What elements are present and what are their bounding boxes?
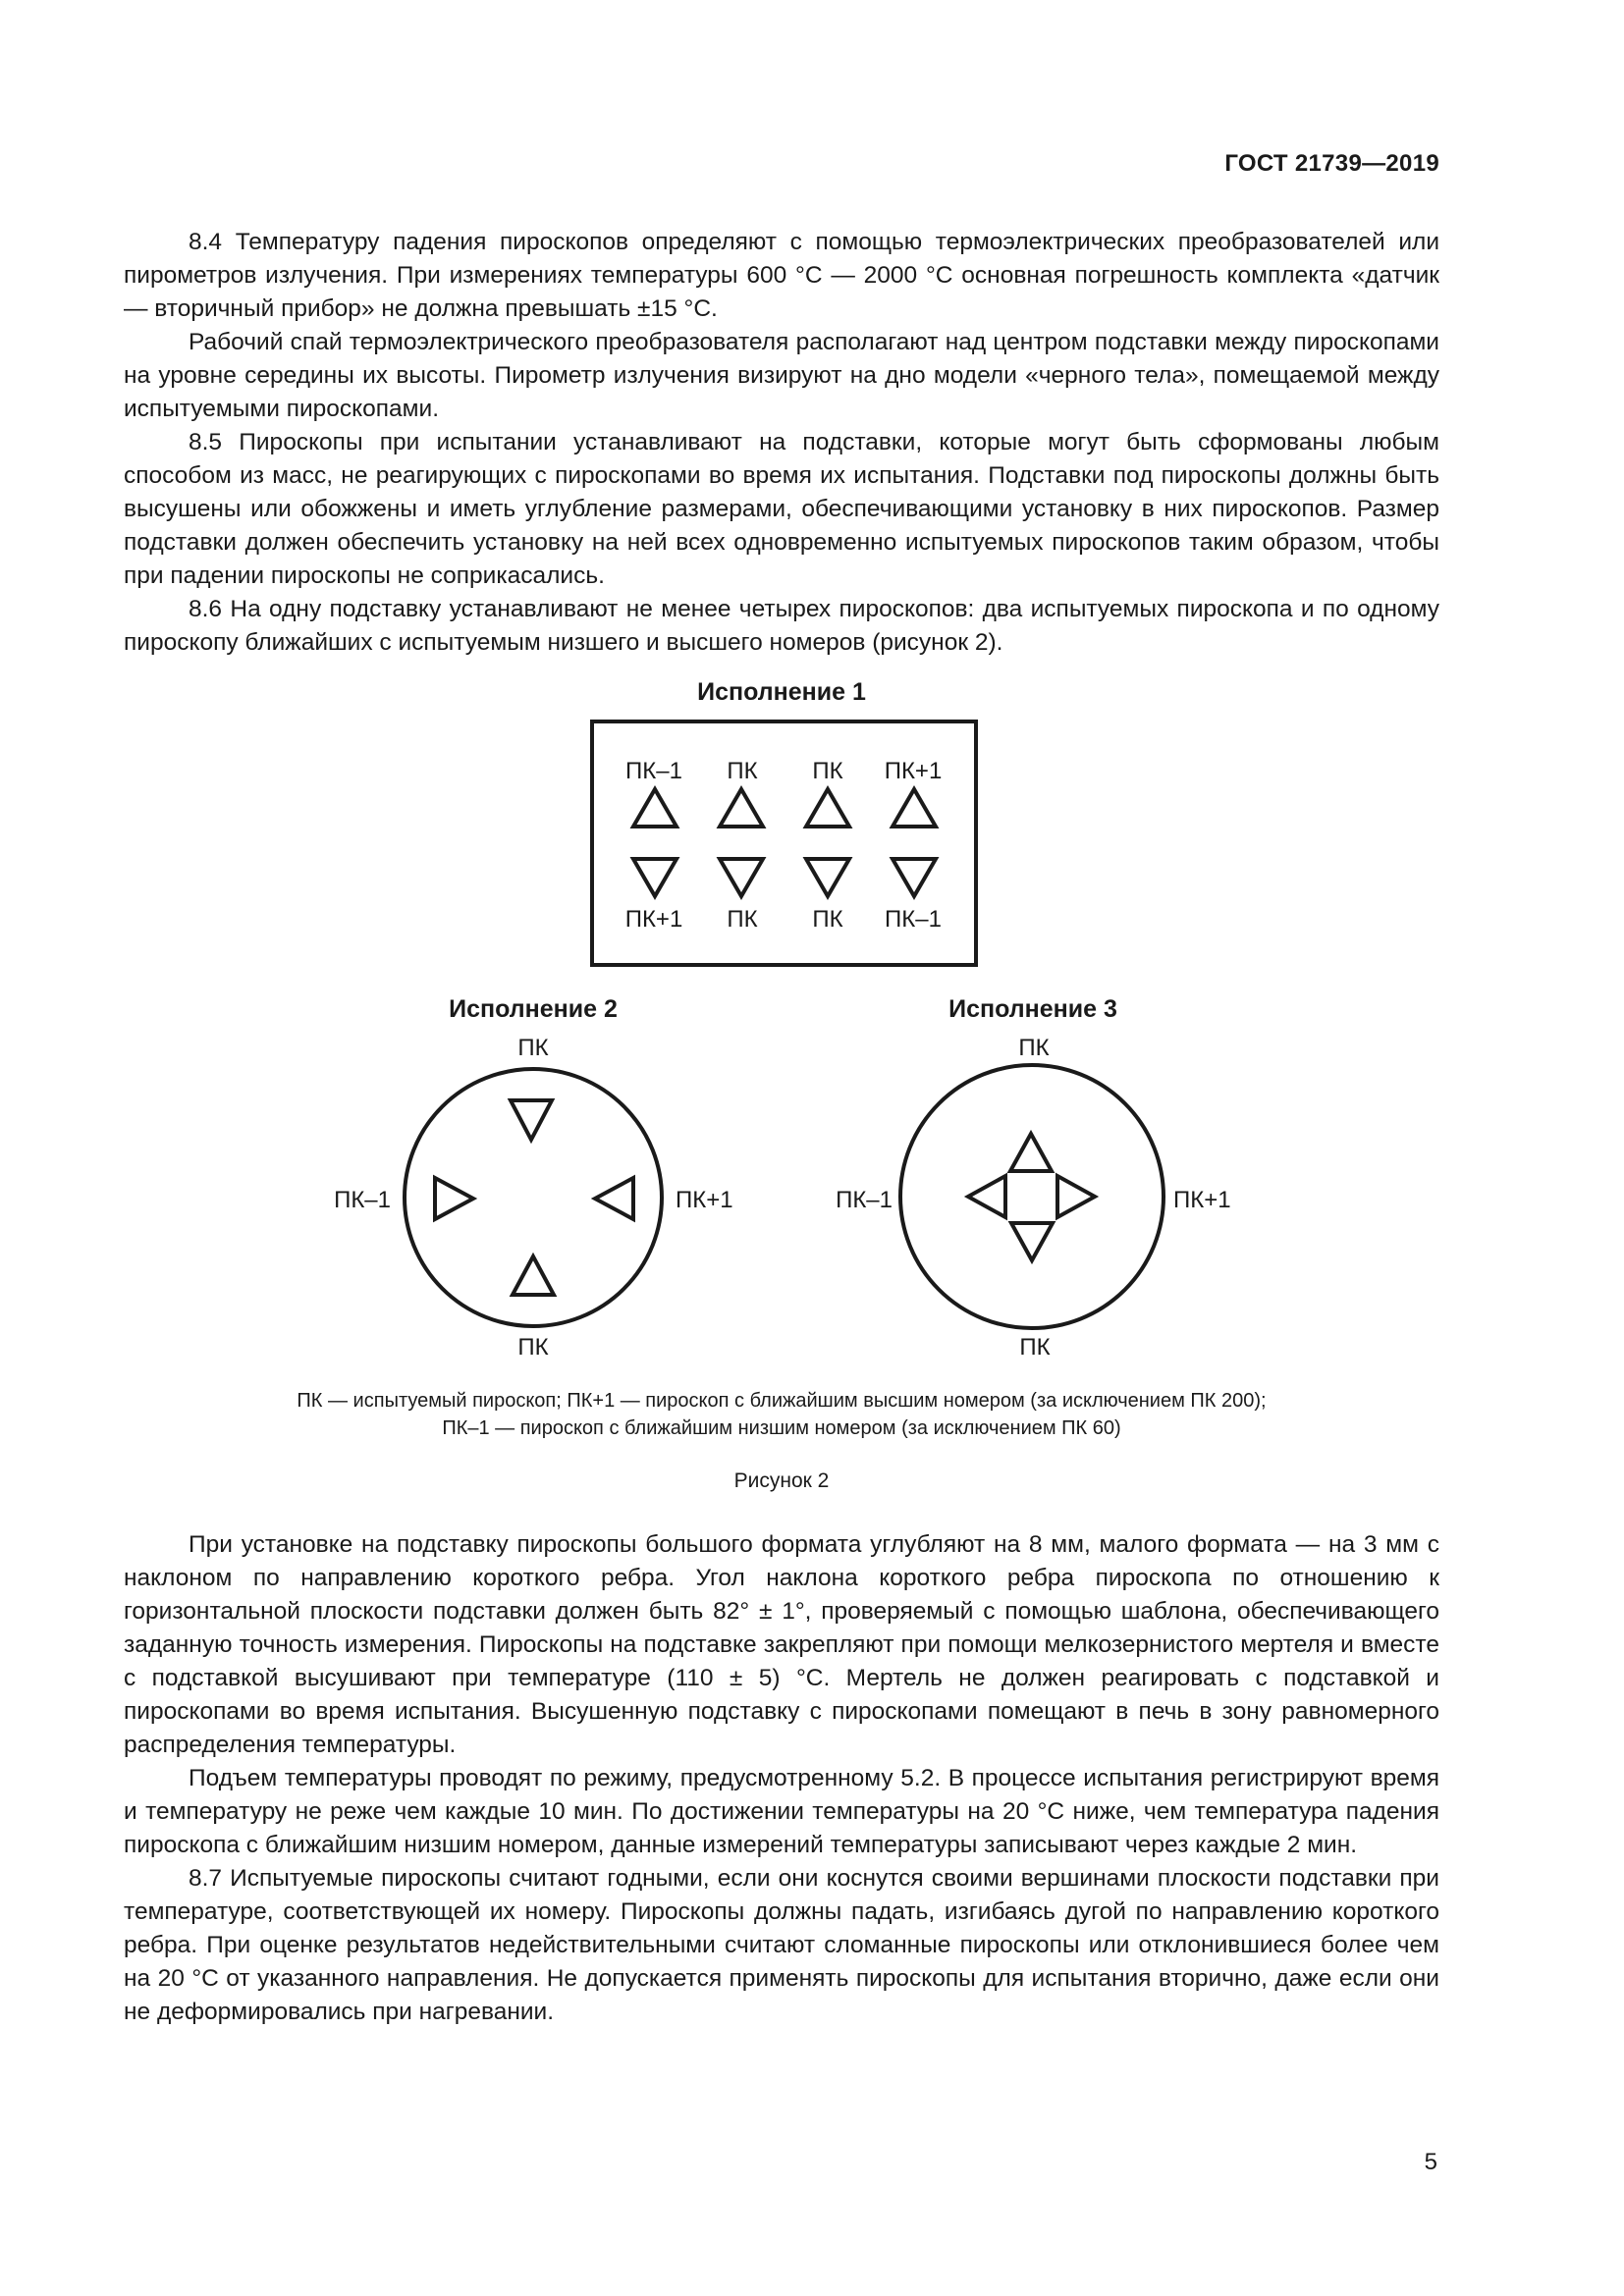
triangle-up-icon — [1010, 1134, 1052, 1171]
figure-legend — [124, 1387, 1439, 1442]
variant3-bottom-label: ПК — [1019, 1334, 1051, 1361]
paragraph-8-6: 8.6 На одну подставку устанавливают не менее четырех пироскопов: два испытуемых пироскопа и по одному пироскопу ближайших с испытуемым низшего и высшего номеров (рисунок 2). — [124, 596, 1439, 656]
variant3-stand — [900, 1065, 1164, 1328]
variant2-right-label: ПК+1 — [676, 1187, 733, 1213]
legend-line-1: ПК — испытуемый пироскоп; ПК+1 — пироскоп с ближайшим высшим номером (за исключением ПК 200); — [297, 1390, 1267, 1412]
triangle-down-icon — [511, 1100, 552, 1140]
variant1-bottom-label-1: ПК+1 — [624, 906, 683, 933]
standard-header: ГОСТ 21739—2019 — [1224, 150, 1439, 177]
variant3-title: Исполнение 3 — [948, 995, 1117, 1023]
variant1-title: Исполнение 1 — [697, 678, 866, 706]
variant2-stand — [405, 1069, 662, 1326]
variant3-right-label: ПК+1 — [1173, 1187, 1231, 1213]
triangle-down-icon — [633, 859, 677, 896]
variant1-top-label-1: ПК–1 — [625, 758, 682, 784]
triangle-up-icon — [720, 789, 763, 827]
triangle-left-icon — [968, 1176, 1005, 1217]
paragraph-thermocouple: Рабочий спай термоэлектрического преобразователя располагают над центром подставки между пироскопами на уровне середины их высоты. Пирометр излучения визируют на дно модели «черного тела», помещаемой между испытуемыми пироскопами. — [124, 329, 1439, 422]
variant2-left-label: ПК–1 — [334, 1187, 391, 1213]
triangle-up-icon — [633, 789, 677, 827]
triangle-up-icon — [893, 789, 936, 827]
triangle-left-icon — [595, 1178, 633, 1219]
variant1-top-label-4: ПК+1 — [884, 758, 943, 784]
variant1-bottom-label-2: ПК — [727, 906, 758, 933]
variant3-top-label: ПК — [1018, 1035, 1050, 1061]
figure-caption: Рисунок 2 — [733, 1469, 830, 1492]
triangle-down-icon — [893, 859, 936, 896]
variant2-bottom-label: ПК — [517, 1334, 549, 1361]
triangle-down-icon — [806, 859, 849, 896]
text-block-bottom — [124, 1528, 1439, 2029]
paragraph-installation: При установке на подставку пироскопы большого формата углубляют на 8 мм, малого формата — на 3 мм с наклоном по направлению короткого ребра. Угол наклона короткого ребра пироскопа по отношению к горизонтальной плоскости подставки должен быть 82° ± 1°, проверяемый с помощью шаблона, обеспечивающего заданную точность измерения. Пироскопы на подставке закрепляют при помощи мелкозернистого мертеля и вместе с подставкой высушивают при температуре (110 ± 5) °С. Мертель не должен реагировать с подставкой и пироскопами во время испытания. Высушенную подставку с пироскопами помещают в печь в зону равномерного распределения температуры. — [124, 1531, 1439, 1758]
paragraph-temperature-rise: Подъем температуры проводят по режиму, предусмотренному 5.2. В процессе испытания регистрируют время и температуру не реже чем каждые 10 мин. По достижении температуры на 20 °С ниже, чем температура падения пироскопа с ближайшим низшим номером, данные измерений температуры записывают через каждые 2 мин. — [124, 1765, 1439, 1858]
variant2-title: Исполнение 2 — [449, 995, 618, 1023]
paragraph-8-7: 8.7 Испытуемые пироскопы считают годными, если они коснутся своими вершинами плоскости подставки при температуре, соответствующей их номеру. Пироскопы должны падать, изгибаясь дугой по направлению короткого ребра. При оценке результатов недействительными считают сломанные пироскопы или отклонившиеся более чем на 20 °С от указанного направления. Не допускается применять пироскопы для испытания вторично, даже если они не деформировались при нагревании. — [124, 1865, 1439, 2025]
triangle-right-icon — [435, 1178, 473, 1219]
paragraph-8-4: 8.4 Температуру падения пироскопов определяют с помощью термоэлектрических преобразователей или пирометров излучения. При измерениях температуры 600 °С — 2000 °С основная погрешность комплекта «датчик — вторичный прибор» не должна превышать ±15 °С. — [124, 229, 1439, 322]
variant1-bottom-label-4: ПК–1 — [885, 906, 942, 933]
triangle-down-icon — [720, 859, 763, 896]
triangle-up-icon — [806, 789, 849, 827]
triangle-up-icon — [513, 1256, 554, 1295]
variant2-top-label: ПК — [517, 1035, 549, 1061]
variant1-top-label-2: ПК — [727, 758, 758, 784]
legend-line-2: ПК–1 — пироскоп с ближайшим низшим номером (за исключением ПК 60) — [442, 1417, 1121, 1439]
triangle-down-icon — [1011, 1223, 1053, 1260]
text-block-top — [124, 226, 1439, 660]
variant1-top-label-3: ПК — [812, 758, 843, 784]
variant1-stand — [592, 721, 976, 965]
variant3-left-label: ПК–1 — [836, 1187, 893, 1213]
paragraph-8-5: 8.5 Пироскопы при испытании устанавливают на подставки, которые могут быть сформованы любым способом из масс, не реагирующих с пироскопами во время их испытания. Подставки под пироскопы должны быть высушены или обожжены и иметь углубление размерами, обеспечивающими установку в них пироскопов. Размер подставки должен обеспечить установку на ней всех одновременно испытуемых пироскопов таким образом, чтобы при падении пироскопы не соприкасались. — [124, 429, 1439, 589]
page-number: 5 — [1424, 2149, 1437, 2175]
triangle-right-icon — [1057, 1176, 1095, 1217]
variant1-bottom-label-3: ПК — [812, 906, 843, 933]
